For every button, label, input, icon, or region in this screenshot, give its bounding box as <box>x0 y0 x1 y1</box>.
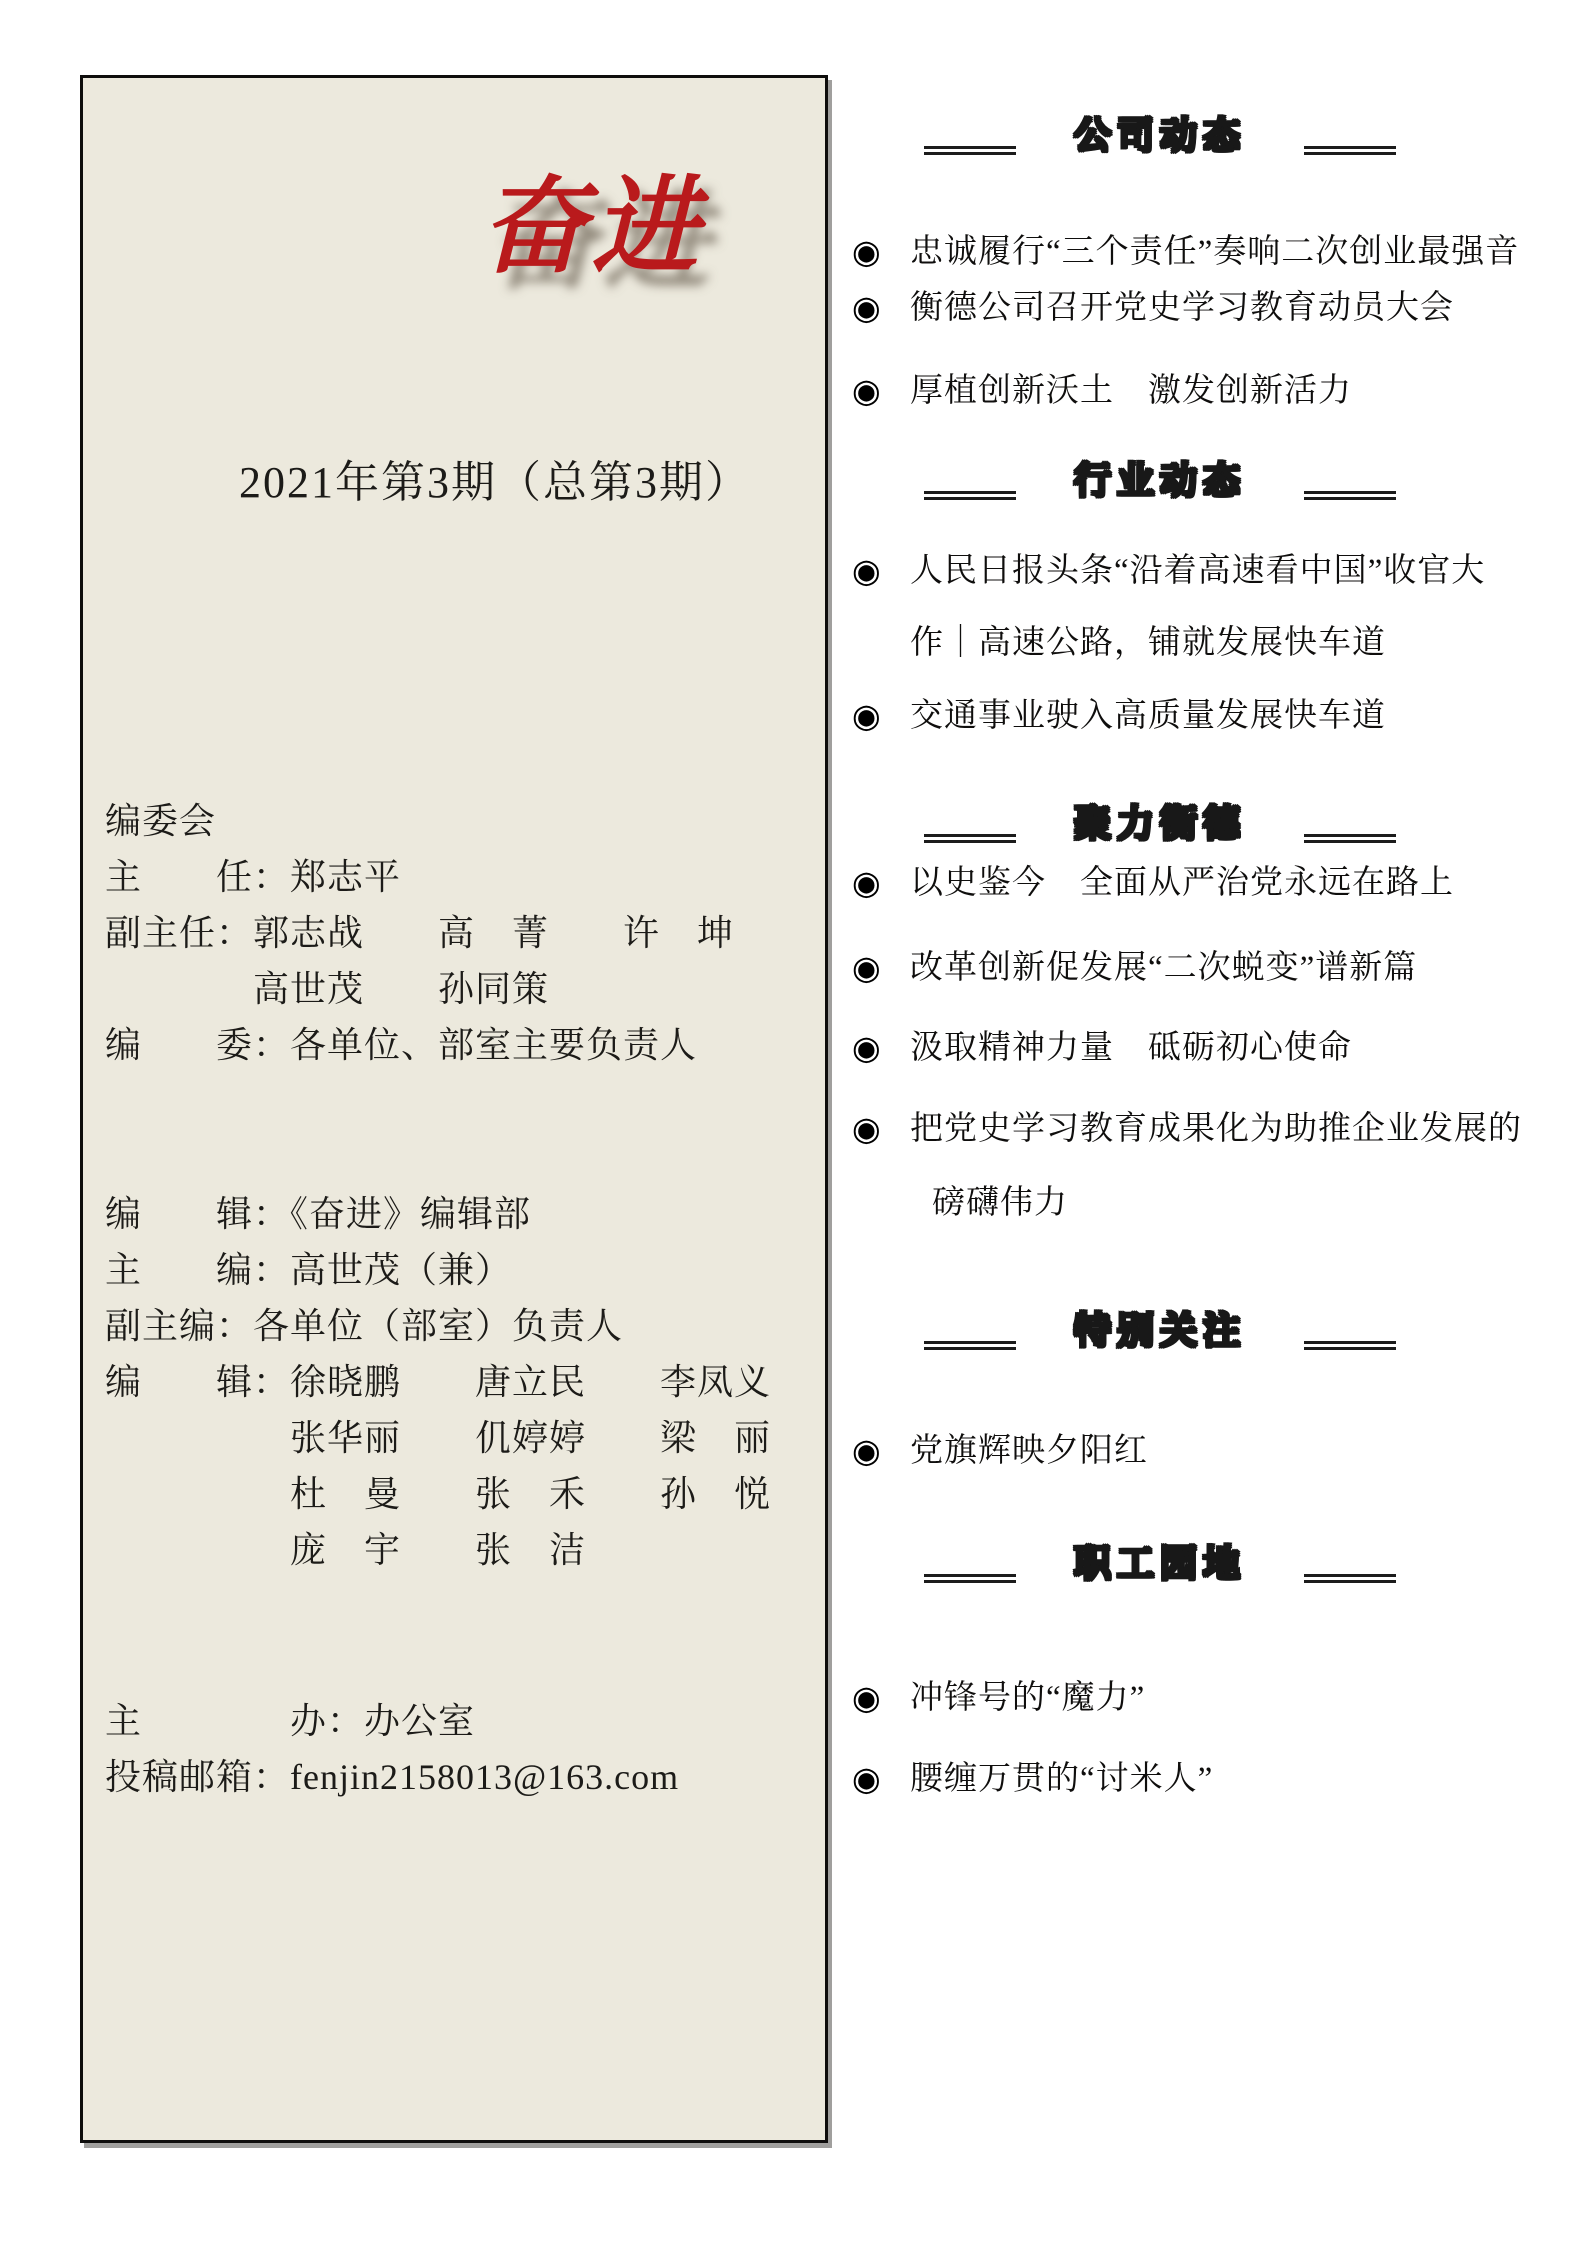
toc-section-header <box>850 450 1470 504</box>
double-rule <box>924 146 1016 155</box>
toc-section-title: 行业动态 <box>1074 460 1246 501</box>
publisher-line: 主 办：办公室 <box>105 1701 476 1741</box>
toc-item <box>852 1429 1542 1473</box>
toc-item <box>852 1757 1542 1801</box>
toc-item-line: 作｜高速公路，铺就发展快车道 <box>910 625 1386 661</box>
committee-line: 副主任：郭志战 高 菁 许 坤 <box>105 913 735 953</box>
toc-section-header <box>850 1533 1470 1587</box>
editorial-line: 庞 宇 张 洁 <box>105 1530 587 1570</box>
toc-item <box>852 946 1542 990</box>
committee-line: 高世茂 孙同策 <box>105 969 550 1009</box>
editorial-line: 主 编：高世茂（兼） <box>105 1250 513 1290</box>
editorial-line: 副主编：各单位（部室）负责人 <box>105 1306 624 1346</box>
double-rule <box>1304 1341 1396 1350</box>
double-rule <box>924 834 1016 843</box>
toc-item-line: 人民日报头条“沿着高速看中国”收官大 <box>910 553 1486 589</box>
toc-section-title: 公司动态 <box>1074 115 1246 156</box>
toc-item-line: 磅礴伟力 <box>932 1185 1068 1221</box>
toc-section-header <box>850 793 1470 847</box>
editorial-line: 编 辑：《奋进》编辑部 <box>105 1194 532 1234</box>
editorial-line: 编 辑：徐晓鹏 唐立民 李凤义 <box>105 1362 772 1402</box>
toc-item-continuation <box>910 621 1588 665</box>
bullet-icon: ◉ <box>852 948 881 987</box>
toc-item-line: 忠诚履行“三个责任”奏响二次创业最强音 <box>910 234 1520 270</box>
toc-item-line: 交通事业驶入高质量发展快车道 <box>910 698 1386 734</box>
bullet-icon: ◉ <box>852 696 881 735</box>
toc-item <box>852 1107 1542 1151</box>
bullet-icon: ◉ <box>852 1028 881 1067</box>
bullet-icon: ◉ <box>852 863 881 902</box>
bullet-icon: ◉ <box>852 1431 881 1470</box>
toc-item-line: 改革创新促发展“二次蜕变”谱新篇 <box>910 950 1418 986</box>
committee-line: 编 委：各单位、部室主要负责人 <box>105 1025 698 1065</box>
bullet-icon: ◉ <box>852 1678 881 1717</box>
bullet-icon: ◉ <box>852 288 881 327</box>
double-rule <box>924 1341 1016 1350</box>
toc-section-header <box>850 105 1470 159</box>
editorial-line: 杜 曼 张 禾 孙 悦 <box>105 1474 772 1514</box>
committee-heading: 编委会 <box>105 801 217 841</box>
issue-line: 2021年第3期（总第3期） <box>239 458 751 507</box>
submission-email-line: 投稿邮箱：fenjin2158013@163.com <box>105 1757 680 1797</box>
toc-item-line: 衡德公司召开党史学习教育动员大会 <box>910 290 1454 326</box>
bullet-icon: ◉ <box>852 371 881 410</box>
toc-section-title: 职工园地 <box>1074 1543 1246 1584</box>
masthead-title: 奋进 <box>480 169 704 286</box>
toc-item <box>852 1026 1542 1070</box>
toc-item <box>852 694 1542 738</box>
double-rule <box>1304 1574 1396 1583</box>
double-rule <box>1304 834 1396 843</box>
toc-section-title: 聚力衡德 <box>1074 803 1246 844</box>
toc-item-line: 厚植创新沃土 激发创新活力 <box>910 373 1352 409</box>
double-rule <box>1304 491 1396 500</box>
double-rule <box>924 1574 1016 1583</box>
toc-item-line: 党旗辉映夕阳红 <box>910 1433 1148 1469</box>
double-rule <box>1304 146 1396 155</box>
toc-item-line: 把党史学习教育成果化为助推企业发展的 <box>910 1111 1522 1147</box>
toc-item-line: 以史鉴今 全面从严治党永远在路上 <box>910 865 1454 901</box>
toc-item <box>852 549 1542 593</box>
bullet-icon: ◉ <box>852 1109 881 1148</box>
toc-item <box>852 230 1542 274</box>
toc-item <box>852 286 1542 330</box>
toc-item <box>852 861 1542 905</box>
committee-line: 主 任：郑志平 <box>105 857 402 897</box>
editorial-line: 张华丽 仉婷婷 梁 丽 <box>105 1418 772 1458</box>
toc-item-line: 腰缠万贯的“讨米人” <box>910 1761 1214 1797</box>
bullet-icon: ◉ <box>852 1759 881 1798</box>
bullet-icon: ◉ <box>852 551 881 590</box>
bullet-icon: ◉ <box>852 232 881 271</box>
toc-section-header <box>850 1300 1470 1354</box>
toc-item-line: 冲锋号的“魔力” <box>910 1680 1146 1716</box>
toc-item <box>852 1676 1542 1720</box>
toc-item <box>852 369 1542 413</box>
double-rule <box>924 491 1016 500</box>
toc-item-line: 汲取精神力量 砥砺初心使命 <box>910 1030 1352 1066</box>
toc-item-continuation <box>932 1181 1588 1225</box>
toc-section-title: 特别关注 <box>1074 1310 1246 1351</box>
